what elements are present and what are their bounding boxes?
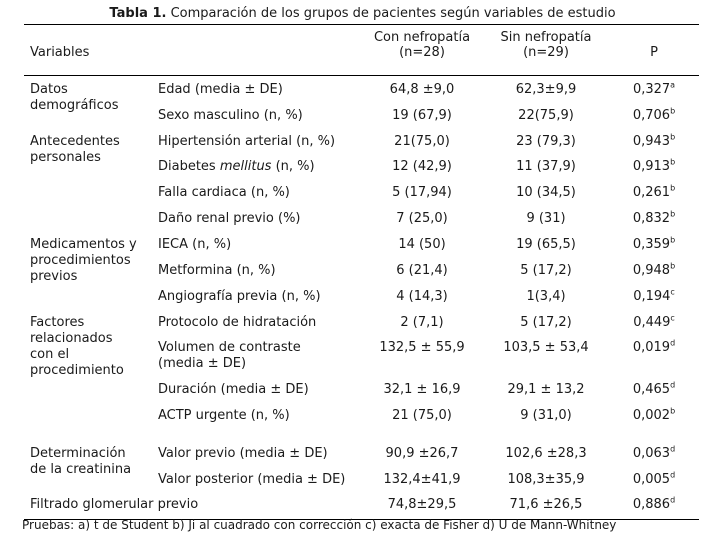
caption-label: Tabla 1. xyxy=(109,6,167,21)
header-divider xyxy=(24,75,699,76)
row-label: Metformina (n, %) xyxy=(158,263,276,278)
group-antecedentes-personales: Antecedentes personales xyxy=(30,134,120,165)
cell-con: 19 (67,9) xyxy=(392,108,452,123)
cell-p: 0,005$^d$ xyxy=(632,470,676,487)
cell-con: 32,1 ± 16,9 xyxy=(383,382,461,397)
cell-p: 0,002$^b$ xyxy=(632,406,676,423)
cell-sin: 29,1 ± 13,2 xyxy=(507,382,585,397)
row-label: Duración (media ± DE) xyxy=(158,382,309,397)
header-variables: Variables xyxy=(30,45,90,60)
cell-p: 0,359$^b$ xyxy=(632,235,676,252)
cell-sin: 1(3,4) xyxy=(526,289,566,304)
row-label: ACTP urgente (n, %) xyxy=(158,408,290,423)
cell-con: 7 (25,0) xyxy=(396,211,448,226)
cell-con: 90,9 ±26,7 xyxy=(385,446,459,461)
header-sin-n: (n=29) xyxy=(523,45,569,60)
cell-con: 132,4±41,9 xyxy=(383,472,461,487)
cell-sin: 23 (79,3) xyxy=(516,134,576,149)
cell-con: 6 (21,4) xyxy=(396,263,448,278)
cell-con: 12 (42,9) xyxy=(392,159,452,174)
cell-p: 0,063$^d$ xyxy=(632,444,676,461)
row-label: Hipertensión arterial (n, %) xyxy=(158,134,336,149)
cell-p: 0,449$^c$ xyxy=(633,313,675,330)
row-label: (media ± DE) xyxy=(158,356,247,371)
row-label: Angiografía previa (n, %) xyxy=(158,289,321,304)
cell-sin: 62,3±9,9 xyxy=(515,82,577,97)
cell-con: 14 (50) xyxy=(398,237,446,252)
row-label: Falla cardiaca (n, %) xyxy=(158,185,290,200)
cell-sin: 71,6 ±26,5 xyxy=(509,497,583,512)
cell-p: 0,706$^b$ xyxy=(632,106,676,123)
row-label-filtrado: Filtrado glomerular previo xyxy=(30,497,199,512)
cell-p: 0,943$^b$ xyxy=(632,132,676,149)
cell-sin: 5 (17,2) xyxy=(520,263,572,278)
row-label: Sexo masculino (n, %) xyxy=(158,108,303,123)
cell-sin: 11 (37,9) xyxy=(516,159,576,174)
cell-p: 0,913$^b$ xyxy=(632,157,676,174)
cell-con: 64,8 ±9,0 xyxy=(389,82,455,97)
row-label: Edad (media ± DE) xyxy=(158,82,283,97)
table-caption xyxy=(0,6,725,22)
cell-sin: 19 (65,5) xyxy=(516,237,576,252)
row-label: Valor posterior (media ± DE) xyxy=(158,472,346,487)
cell-p: 0,948$^b$ xyxy=(632,261,676,278)
cell-con: 5 (17,94) xyxy=(392,185,452,200)
caption-text: Comparación de los grupos de pacientes según variables de estudio xyxy=(166,6,616,21)
cell-sin: 108,3±35,9 xyxy=(507,472,585,487)
cell-p: 0,019$^d$ xyxy=(632,338,676,355)
cell-con: 132,5 ± 55,9 xyxy=(379,340,465,355)
cell-sin: 10 (34,5) xyxy=(516,185,576,200)
cell-sin: 103,5 ± 53,4 xyxy=(503,340,589,355)
cell-p: 0,886$^d$ xyxy=(632,495,676,512)
row-label: Daño renal previo (%) xyxy=(158,211,301,226)
cell-con: 74,8±29,5 xyxy=(387,497,457,512)
row-label: Valor previo (media ± DE) xyxy=(158,446,328,461)
cell-con: 21(75,0) xyxy=(394,134,450,149)
cell-sin: 9 (31,0) xyxy=(520,408,572,423)
header-sin-nefropatia: Sin nefropatía xyxy=(500,30,592,45)
header-con-nefropatia: Con nefropatía xyxy=(373,30,471,45)
row-label: Protocolo de hidratación xyxy=(158,315,317,330)
group-determinacion-creatinina: Determinación de la creatinina xyxy=(30,446,132,477)
cell-sin: 9 (31) xyxy=(526,211,566,226)
row-label: Volumen de contraste xyxy=(158,340,301,355)
cell-p: 0,194$^c$ xyxy=(633,287,675,304)
header-p: P xyxy=(650,45,658,60)
header-con-n: (n=28) xyxy=(399,45,445,60)
group-factores-procedimiento: Factores relacionados con el procedimiento xyxy=(30,315,124,378)
cell-p: 0,832$^b$ xyxy=(632,209,676,226)
cell-p: 0,261$^b$ xyxy=(632,183,676,200)
cell-con: 21 (75,0) xyxy=(392,408,452,423)
cell-sin: 102,6 ±28,3 xyxy=(505,446,587,461)
cell-sin: 5 (17,2) xyxy=(520,315,572,330)
cell-con: 4 (14,3) xyxy=(396,289,448,304)
cell-p: 0,327$^a$ xyxy=(632,80,676,97)
group-medicamentos-procedimientos: Medicamentos y procedimientos previos xyxy=(30,237,137,284)
row-label: IECA (n, %) xyxy=(158,237,232,252)
cell-p: 0,465$^d$ xyxy=(632,380,676,397)
cell-sin: 22(75,9) xyxy=(518,108,574,123)
cell-con: 2 (7,1) xyxy=(400,315,444,330)
table-footnote: Pruebas: a) t de Student b) Ji al cuadrado con corrección c) exacta de Fisher d) U de Mann-Whitney xyxy=(22,518,617,532)
row-label: Diabetes mellitus (n, %) xyxy=(158,159,315,174)
group-datos-demograficos: Datos demográficos xyxy=(30,82,119,113)
